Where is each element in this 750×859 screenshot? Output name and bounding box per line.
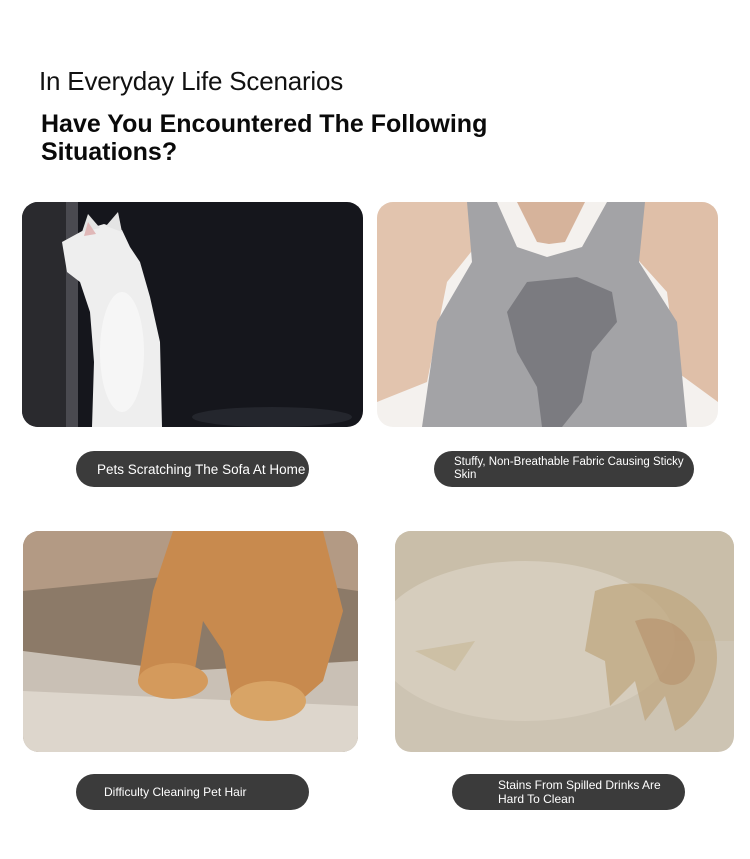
cat-paws-on-fabric-photo [23, 531, 358, 752]
caption-pill-stains [452, 774, 685, 810]
sweaty-tank-top-photo [377, 202, 718, 427]
caption-pill-pet-hair [76, 774, 309, 810]
caption-text: Pets Scratching The Sofa At Home [97, 461, 306, 477]
caption-pill-sticky-skin [434, 451, 694, 487]
section-subtitle: In Everyday Life Scenarios [39, 66, 344, 96]
caption-text: Stains From Spilled Drinks Are Hard To Clean [498, 778, 661, 806]
section-title: Have You Encountered The Following Situations? [41, 110, 488, 166]
caption-pill-pets-scratching [76, 451, 309, 487]
caption-text: Stuffy, Non-Breathable Fabric Causing Sticky Skin [454, 456, 684, 481]
cat-scratching-sofa-photo [22, 202, 363, 427]
caption-text: Difficulty Cleaning Pet Hair [104, 785, 247, 799]
stained-fabric-photo [395, 531, 734, 752]
